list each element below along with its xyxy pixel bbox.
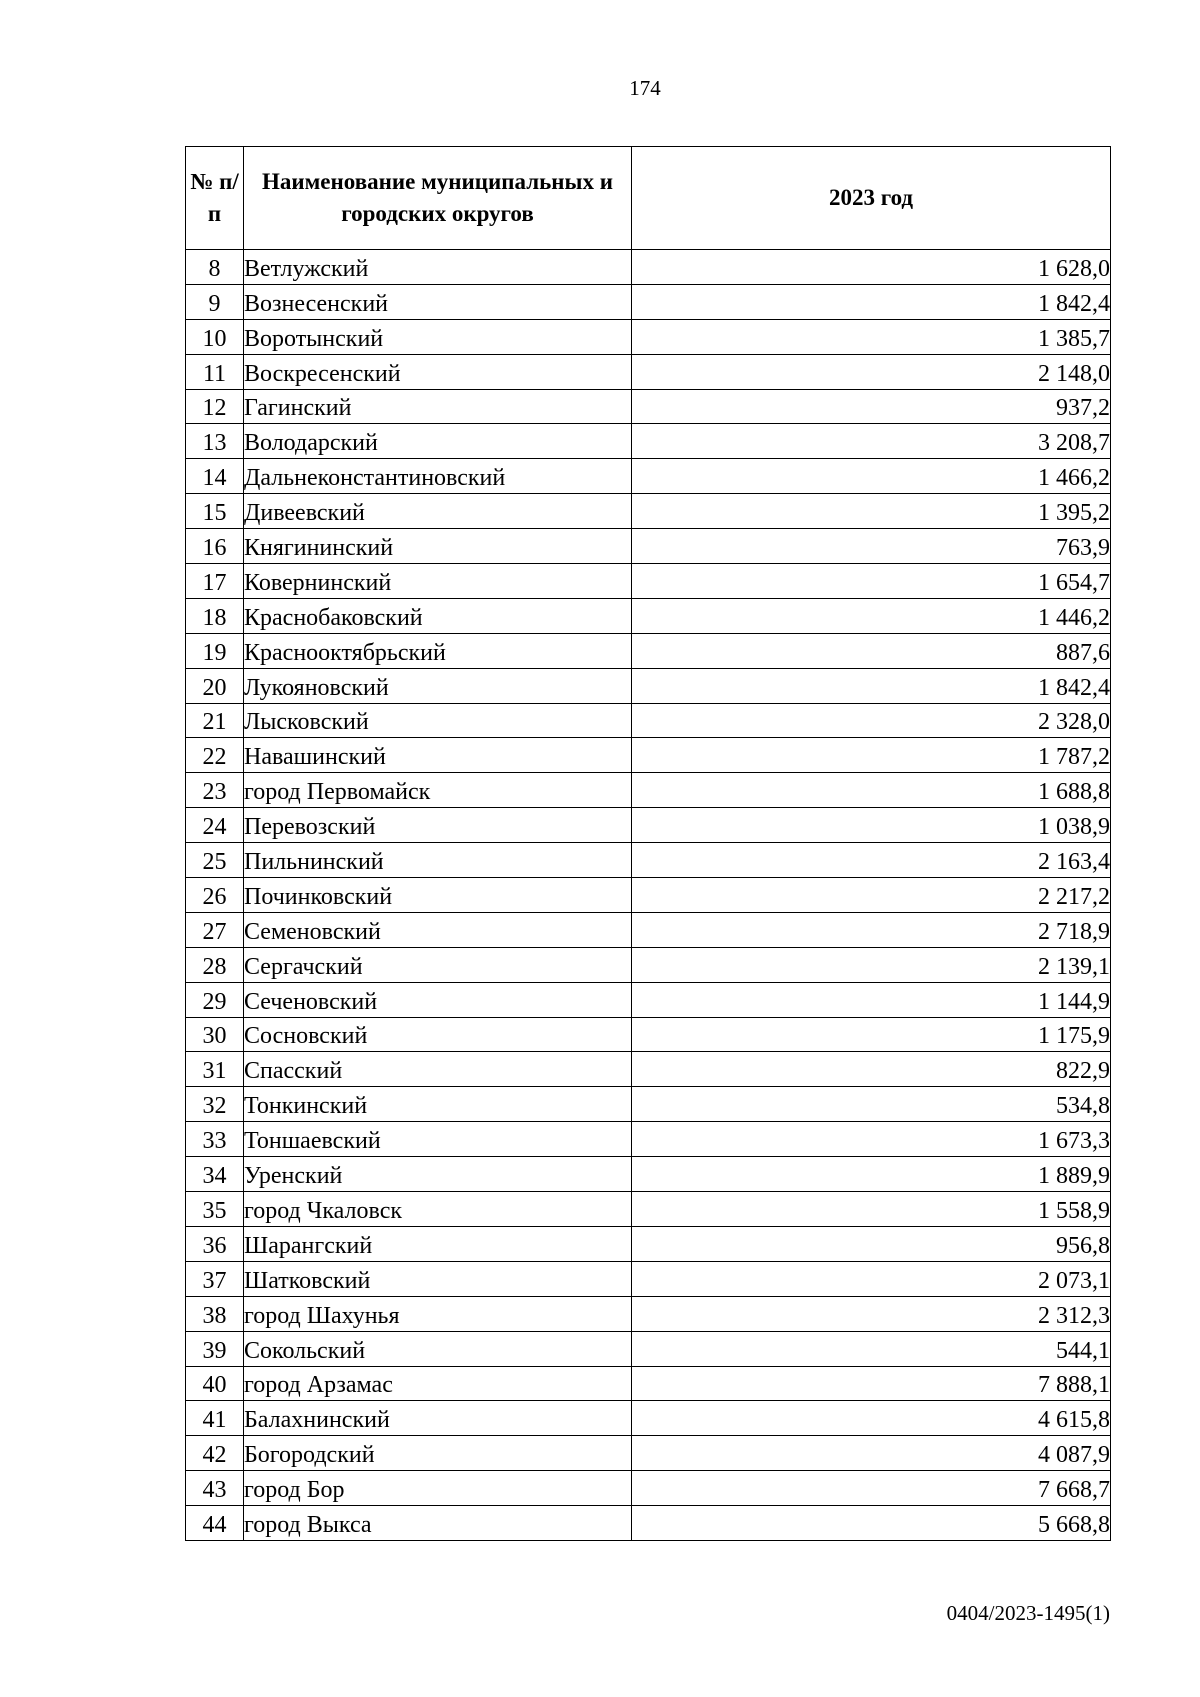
table-row xyxy=(186,1192,1111,1227)
row-value: 1 385,7 xyxy=(632,319,1111,354)
table-row xyxy=(186,633,1111,668)
table-row xyxy=(186,703,1111,738)
row-name: Пильнинский xyxy=(244,843,632,878)
row-name: Семеновский xyxy=(244,912,632,947)
table-row xyxy=(186,1296,1111,1331)
row-number: 27 xyxy=(186,912,244,947)
row-number: 20 xyxy=(186,668,244,703)
row-name: Краснооктябрьский xyxy=(244,633,632,668)
row-value: 7 668,7 xyxy=(632,1471,1111,1506)
row-name: город Бор xyxy=(244,1471,632,1506)
row-name: город Шахунья xyxy=(244,1296,632,1331)
row-value: 937,2 xyxy=(632,389,1111,424)
row-value: 1 395,2 xyxy=(632,494,1111,529)
table-row xyxy=(186,1331,1111,1366)
row-number: 28 xyxy=(186,947,244,982)
row-name: Лысковский xyxy=(244,703,632,738)
row-value: 1 654,7 xyxy=(632,564,1111,599)
table-row xyxy=(186,843,1111,878)
table-row xyxy=(186,668,1111,703)
row-name: город Выкса xyxy=(244,1506,632,1541)
table-row xyxy=(186,250,1111,285)
row-number: 13 xyxy=(186,424,244,459)
row-number: 24 xyxy=(186,808,244,843)
row-number: 25 xyxy=(186,843,244,878)
row-name: Перевозский xyxy=(244,808,632,843)
row-value: 1 446,2 xyxy=(632,598,1111,633)
row-name: Шатковский xyxy=(244,1261,632,1296)
table-row xyxy=(186,564,1111,599)
row-name: Сосновский xyxy=(244,1017,632,1052)
row-number: 33 xyxy=(186,1122,244,1157)
row-name: Балахнинский xyxy=(244,1401,632,1436)
row-name: Гагинский xyxy=(244,389,632,424)
row-name: Воскресенский xyxy=(244,354,632,389)
row-value: 3 208,7 xyxy=(632,424,1111,459)
row-number: 14 xyxy=(186,459,244,494)
row-name: Починковский xyxy=(244,878,632,913)
row-number: 19 xyxy=(186,633,244,668)
table-row xyxy=(186,459,1111,494)
row-value: 1 842,4 xyxy=(632,668,1111,703)
row-value: 1 144,9 xyxy=(632,982,1111,1017)
row-number: 23 xyxy=(186,773,244,808)
row-name: Уренский xyxy=(244,1157,632,1192)
table-row xyxy=(186,738,1111,773)
row-value: 2 073,1 xyxy=(632,1261,1111,1296)
table-row xyxy=(186,1122,1111,1157)
row-number: 21 xyxy=(186,703,244,738)
row-number: 8 xyxy=(186,250,244,285)
row-number: 34 xyxy=(186,1157,244,1192)
header-num: № п/п xyxy=(186,147,244,250)
row-name: Воротынский xyxy=(244,319,632,354)
table-row xyxy=(186,773,1111,808)
table-row xyxy=(186,947,1111,982)
document-code: 0404/2023-1495(1) xyxy=(946,1601,1110,1625)
row-number: 31 xyxy=(186,1052,244,1087)
row-value: 887,6 xyxy=(632,633,1111,668)
row-value: 2 312,3 xyxy=(632,1296,1111,1331)
row-number: 18 xyxy=(186,598,244,633)
page-number: 174 xyxy=(629,76,661,100)
row-number: 40 xyxy=(186,1366,244,1401)
table-row xyxy=(186,529,1111,564)
row-name: Вознесенский xyxy=(244,284,632,319)
row-name: город Чкаловск xyxy=(244,1192,632,1227)
row-value: 1 038,9 xyxy=(632,808,1111,843)
row-value: 544,1 xyxy=(632,1331,1111,1366)
row-value: 2 163,4 xyxy=(632,843,1111,878)
row-name: Ковернинский xyxy=(244,564,632,599)
table-row xyxy=(186,1366,1111,1401)
row-name: Сеченовский xyxy=(244,982,632,1017)
row-value: 1 175,9 xyxy=(632,1017,1111,1052)
row-name: Навашинский xyxy=(244,738,632,773)
row-value: 1 628,0 xyxy=(632,250,1111,285)
table-row xyxy=(186,424,1111,459)
row-number: 10 xyxy=(186,319,244,354)
row-number: 11 xyxy=(186,354,244,389)
table-row xyxy=(186,1087,1111,1122)
row-name: город Первомайск xyxy=(244,773,632,808)
row-name: Сокольский xyxy=(244,1331,632,1366)
row-value: 7 888,1 xyxy=(632,1366,1111,1401)
table-row xyxy=(186,1261,1111,1296)
data-table xyxy=(185,146,1111,1541)
row-name: Сергачский xyxy=(244,947,632,982)
row-value: 2 217,2 xyxy=(632,878,1111,913)
row-value: 2 139,1 xyxy=(632,947,1111,982)
table-row xyxy=(186,1157,1111,1192)
table-row xyxy=(186,1017,1111,1052)
row-name: Тонкинский xyxy=(244,1087,632,1122)
row-name: Дивеевский xyxy=(244,494,632,529)
table-header-row xyxy=(186,147,1111,250)
row-number: 38 xyxy=(186,1296,244,1331)
row-number: 22 xyxy=(186,738,244,773)
row-value: 822,9 xyxy=(632,1052,1111,1087)
row-value: 2 328,0 xyxy=(632,703,1111,738)
row-number: 16 xyxy=(186,529,244,564)
table-row xyxy=(186,494,1111,529)
row-name: Княгининский xyxy=(244,529,632,564)
table-row xyxy=(186,808,1111,843)
table-row xyxy=(186,598,1111,633)
table-row xyxy=(186,284,1111,319)
row-number: 30 xyxy=(186,1017,244,1052)
row-name: Володарский xyxy=(244,424,632,459)
row-value: 2 718,9 xyxy=(632,912,1111,947)
row-value: 1 673,3 xyxy=(632,1122,1111,1157)
row-name: Богородский xyxy=(244,1436,632,1471)
row-value: 956,8 xyxy=(632,1226,1111,1261)
row-number: 39 xyxy=(186,1331,244,1366)
row-number: 17 xyxy=(186,564,244,599)
row-value: 1 842,4 xyxy=(632,284,1111,319)
table-row xyxy=(186,319,1111,354)
row-value: 4 615,8 xyxy=(632,1401,1111,1436)
table-row xyxy=(186,1052,1111,1087)
row-number: 41 xyxy=(186,1401,244,1436)
row-name: Шарангский xyxy=(244,1226,632,1261)
row-number: 43 xyxy=(186,1471,244,1506)
table-row xyxy=(186,878,1111,913)
table-body xyxy=(186,250,1111,1541)
row-number: 35 xyxy=(186,1192,244,1227)
row-value: 1 688,8 xyxy=(632,773,1111,808)
table-row xyxy=(186,1471,1111,1506)
row-number: 37 xyxy=(186,1261,244,1296)
row-value: 1 558,9 xyxy=(632,1192,1111,1227)
row-name: Дальнеконстантиновский xyxy=(244,459,632,494)
table-row xyxy=(186,982,1111,1017)
table-row xyxy=(186,354,1111,389)
row-value: 4 087,9 xyxy=(632,1436,1111,1471)
table-row xyxy=(186,1506,1111,1541)
row-number: 36 xyxy=(186,1226,244,1261)
row-number: 32 xyxy=(186,1087,244,1122)
row-value: 763,9 xyxy=(632,529,1111,564)
row-name: Тоншаевский xyxy=(244,1122,632,1157)
table-row xyxy=(186,1226,1111,1261)
table-row xyxy=(186,912,1111,947)
row-value: 2 148,0 xyxy=(632,354,1111,389)
row-name: Лукояновский xyxy=(244,668,632,703)
row-number: 9 xyxy=(186,284,244,319)
header-year: 2023 год xyxy=(632,147,1111,250)
row-number: 26 xyxy=(186,878,244,913)
row-value: 534,8 xyxy=(632,1087,1111,1122)
row-value: 1 466,2 xyxy=(632,459,1111,494)
row-name: Спасский xyxy=(244,1052,632,1087)
row-number: 12 xyxy=(186,389,244,424)
row-number: 44 xyxy=(186,1506,244,1541)
row-number: 42 xyxy=(186,1436,244,1471)
table-row xyxy=(186,389,1111,424)
table-row xyxy=(186,1401,1111,1436)
table-row xyxy=(186,1436,1111,1471)
row-name: город Арзамас xyxy=(244,1366,632,1401)
row-number: 29 xyxy=(186,982,244,1017)
row-name: Краснобаковский xyxy=(244,598,632,633)
row-name: Ветлужский xyxy=(244,250,632,285)
row-value: 5 668,8 xyxy=(632,1506,1111,1541)
row-number: 15 xyxy=(186,494,244,529)
header-name: Наименование муниципальных и городских округов xyxy=(244,147,632,250)
row-value: 1 787,2 xyxy=(632,738,1111,773)
row-value: 1 889,9 xyxy=(632,1157,1111,1192)
